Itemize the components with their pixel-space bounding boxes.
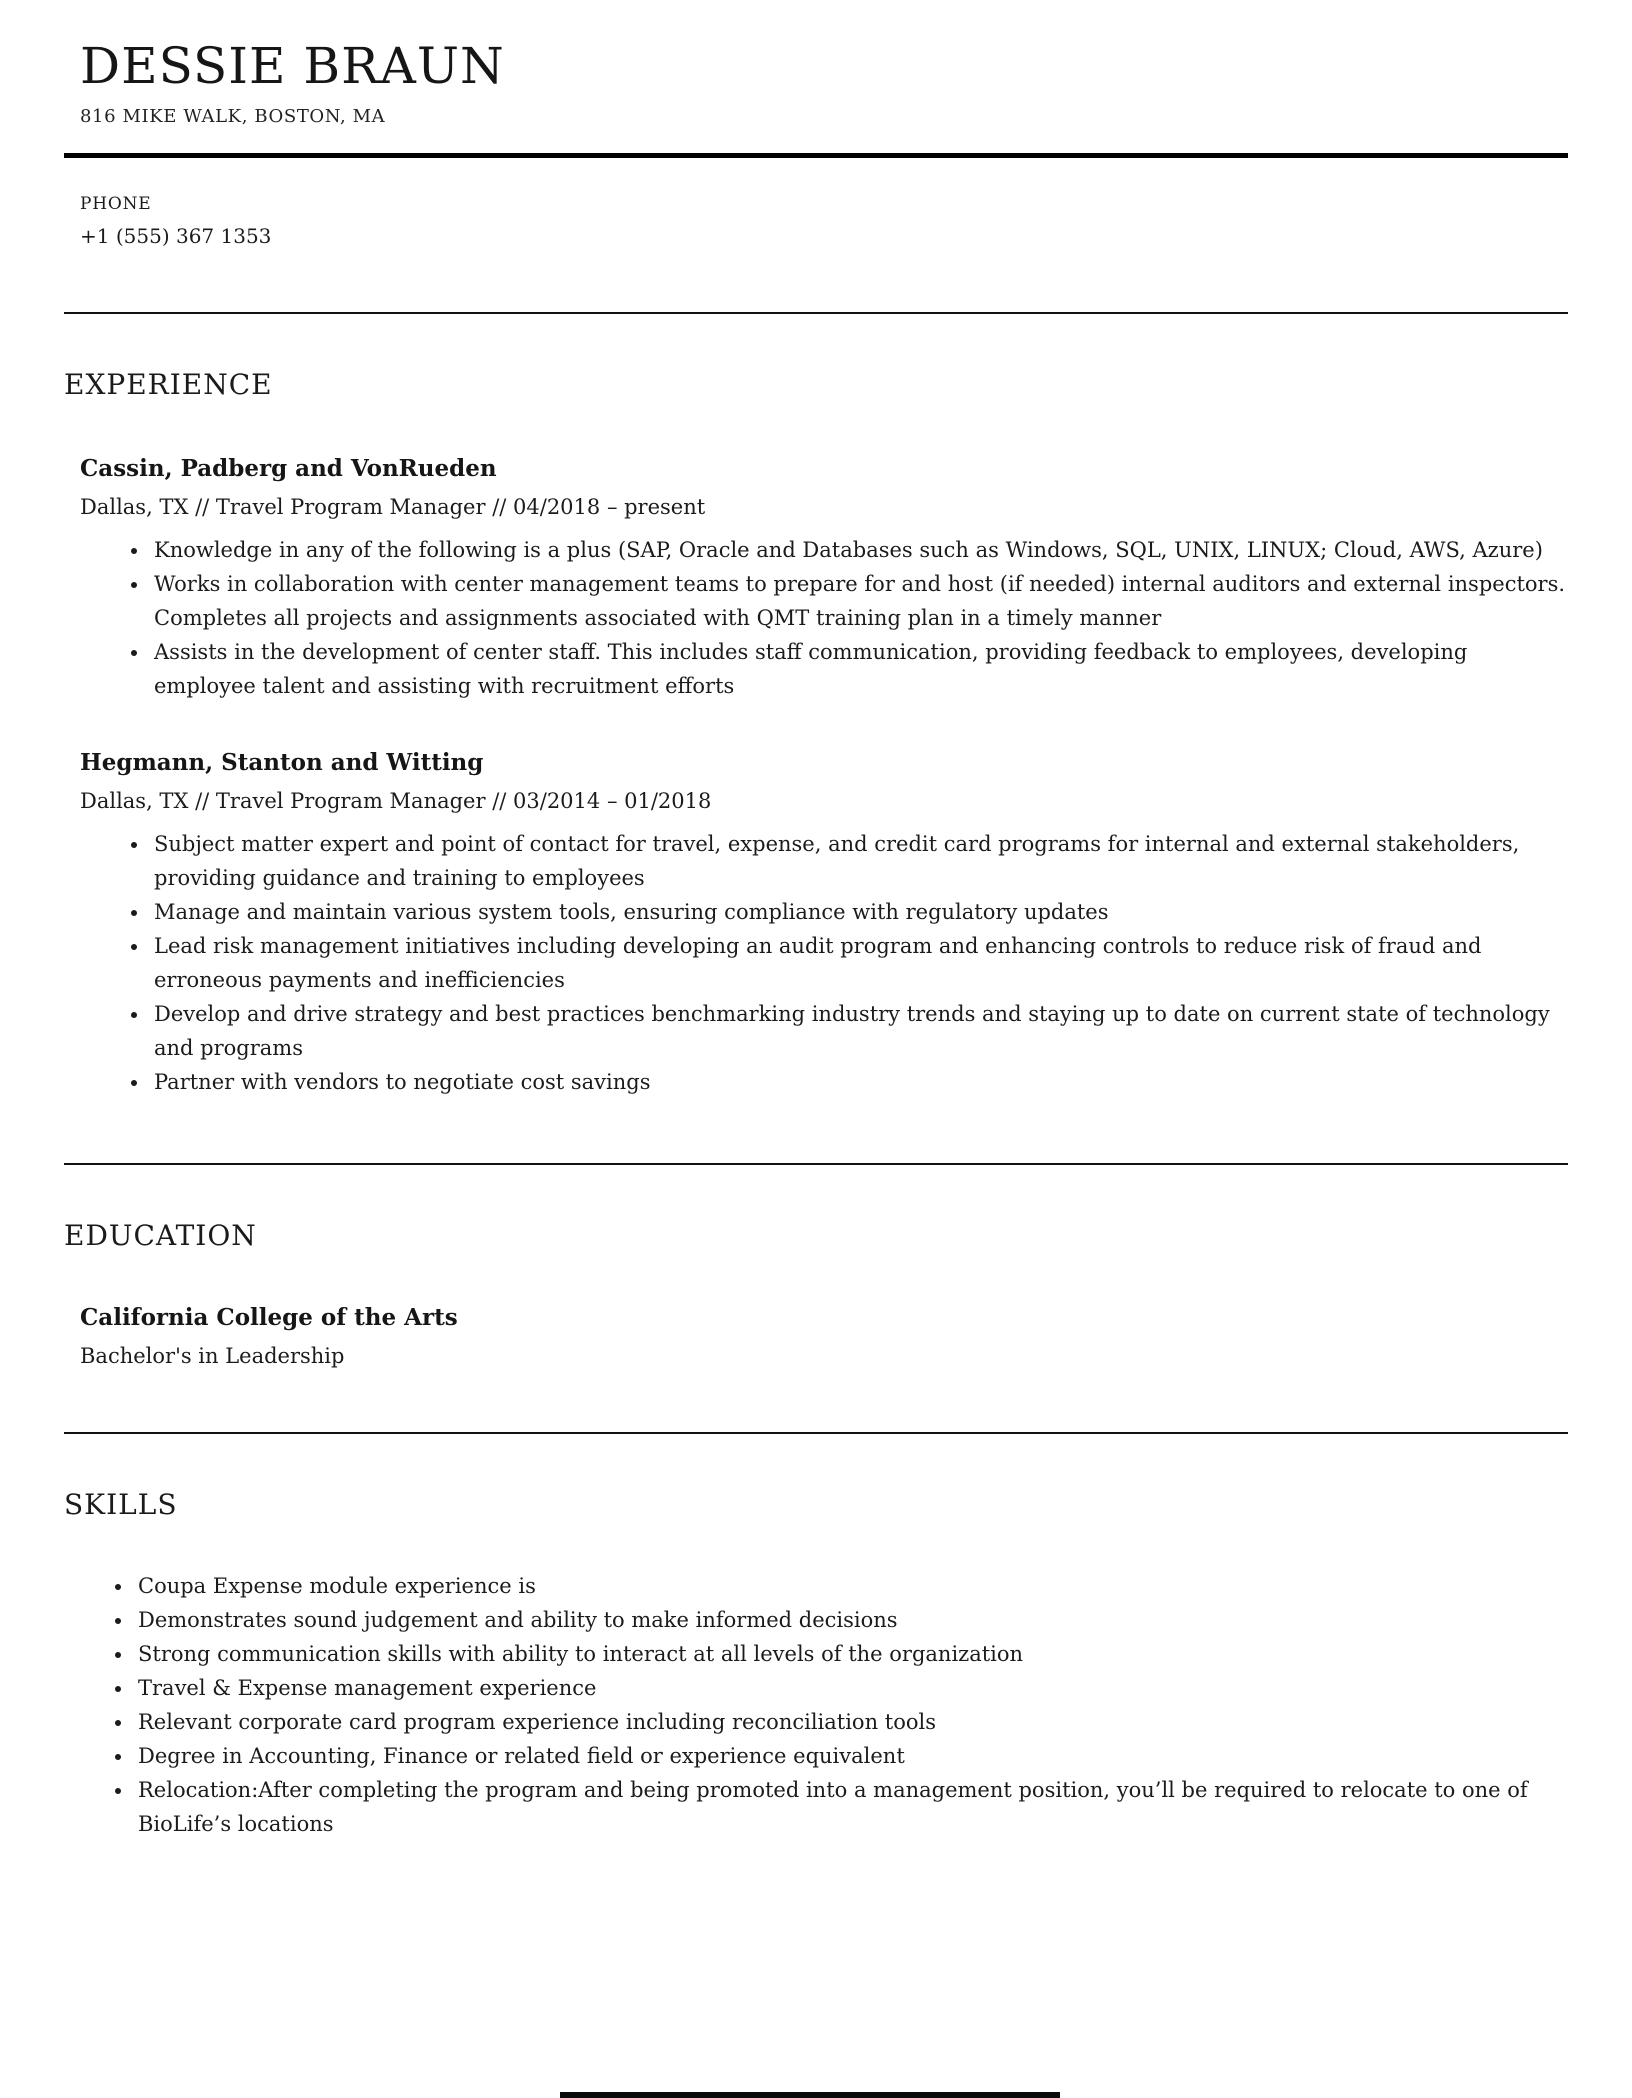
header-divider-thick [64,153,1568,158]
resume-header [64,38,1568,127]
education-entry [64,1304,1568,1368]
skill-bullet: • Strong communication skills with ability to interact at all levels of the organization [134,1637,1568,1671]
skill-bullet: • Relevant corporate card program experience including reconciliation tools [134,1705,1568,1739]
job-company: Hegmann, Stanton and Witting [80,748,484,776]
candidate-address: 816 MIKE WALK, BOSTON, MA [80,105,386,127]
job-bullet: • Assists in the development of center staff. This includes staff communication, providing feedback to employees, developing employee talent and assisting with recruitment efforts [150,635,1568,703]
section-divider [64,312,1568,314]
education-section [64,1219,1568,1368]
phone-value: +1 (555) 367 1353 [80,223,272,248]
skills-section [64,1488,1568,1841]
skill-bullet: • Relocation:After completing the program and being promoted into a management position, you’ll be required to relocate to one of BioLife’s locations [134,1773,1568,1841]
job-bullet-list [80,827,1568,1099]
job-bullet: • Works in collaboration with center management teams to prepare for and host (if needed) internal auditors and external inspectors. Completes all projects and assignments associated with QMT training plan in a timely manner [150,567,1568,635]
contact-section [64,194,1568,248]
skills-title: SKILLS [64,1487,178,1521]
skill-bullet: • Travel & Expense management experience [134,1671,1568,1705]
candidate-name: DESSIE BRAUN [80,37,505,95]
education-degree: Bachelor's in Leadership [80,1343,345,1368]
job-meta: Dallas, TX // Travel Program Manager // 03/2014 – 01/2018 [80,788,712,813]
job-bullet: • Knowledge in any of the following is a plus (SAP, Oracle and Databases such as Windows, SQL, UNIX, LINUX; Cloud, AWS, Azure) [150,533,1568,567]
phone-label: PHONE [80,193,152,214]
job-bullet: • Manage and maintain various system tools, ensuring compliance with regulatory updates [150,895,1568,929]
job-company: Cassin, Padberg and VonRueden [80,454,497,482]
job-bullet: • Subject matter expert and point of contact for travel, expense, and credit card programs for internal and external stakeholders, providing guidance and training to employees [150,827,1568,895]
page-bottom-edge-line [560,2092,1060,2098]
education-school: California College of the Arts [80,1303,458,1331]
job-bullet-list [80,533,1568,703]
skill-bullet: • Degree in Accounting, Finance or related field or experience equivalent [134,1739,1568,1773]
skill-bullet: • Coupa Expense module experience is [134,1569,1568,1603]
experience-title: EXPERIENCE [64,367,273,401]
job-bullet: • Partner with vendors to negotiate cost savings [150,1065,1568,1099]
job-entry [64,455,1568,703]
job-bullet: • Lead risk management initiatives including developing an audit program and enhancing controls to reduce risk of fraud and erroneous payments and inefficiencies [150,929,1568,997]
skills-bullet-list [64,1569,1568,1841]
education-title: EDUCATION [64,1218,257,1252]
experience-section [64,368,1568,1099]
section-divider [64,1432,1568,1434]
job-entry [64,749,1568,1099]
job-meta: Dallas, TX // Travel Program Manager // 04/2018 – present [80,494,706,519]
skill-bullet: • Demonstrates sound judgement and ability to make informed decisions [134,1603,1568,1637]
section-divider [64,1163,1568,1165]
job-bullet: • Develop and drive strategy and best practices benchmarking industry trends and staying up to date on current state of technology and programs [150,997,1568,1065]
